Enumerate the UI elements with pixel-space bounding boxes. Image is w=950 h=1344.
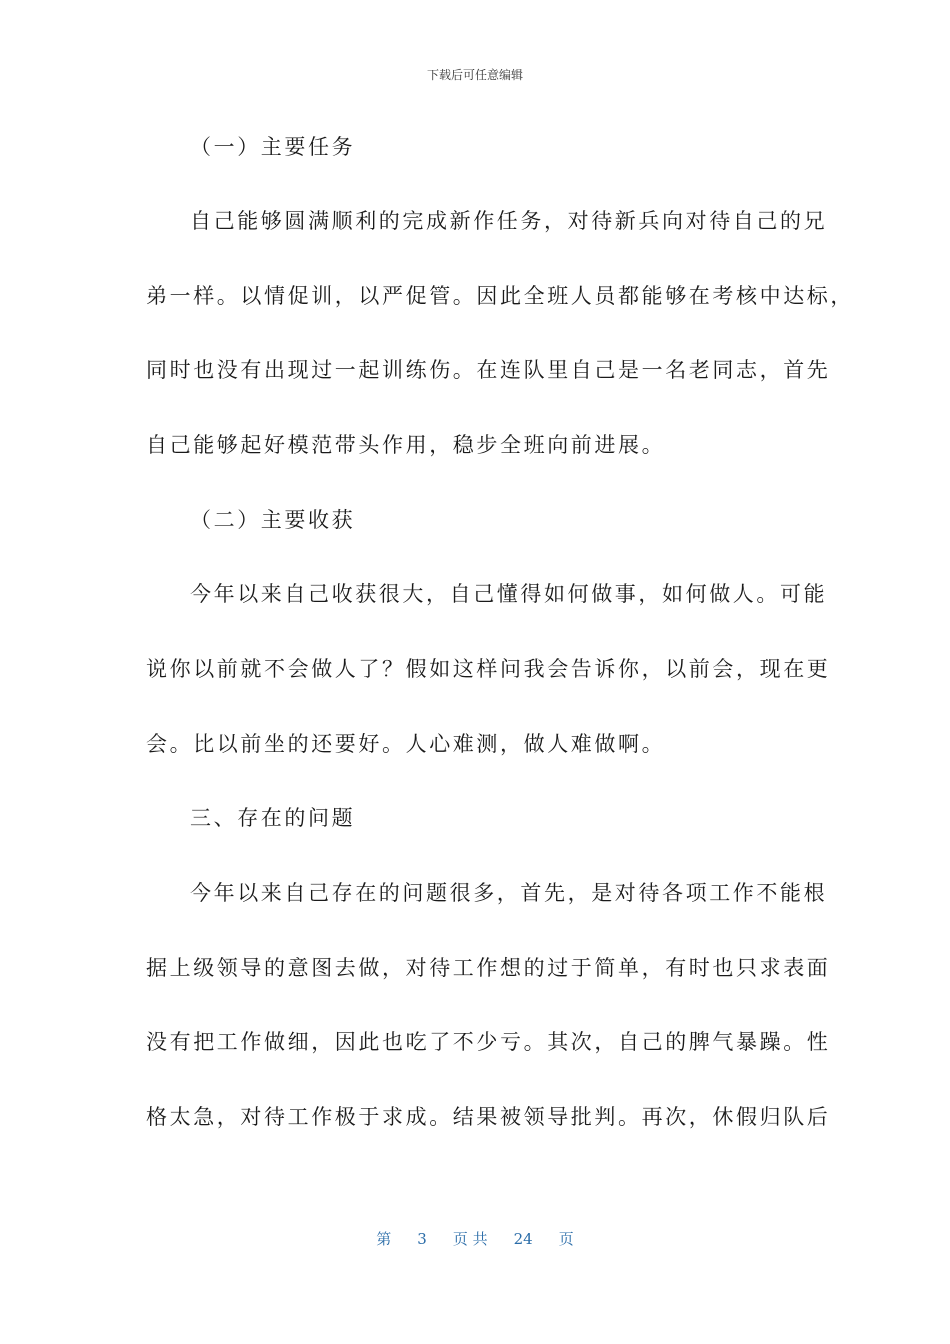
page-footer [0, 1228, 950, 1249]
paragraph-line: 说你以前就不会做人了？假如这样问我会告诉你，以前会，现在更 [146, 657, 831, 681]
paragraph-line: 自己能够起好模范带头作用，稳步全班向前进展。 [146, 433, 666, 457]
section-heading-main-gains: （二）主要收获 [190, 508, 356, 532]
paragraph-line: 会。比以前坐的还要好。人心难测，做人难做啊。 [146, 732, 666, 756]
paragraph-line: 自己能够圆满顺利的完成新作任务，对待新兵向对待自己的兄 [190, 209, 828, 233]
page-current: 3 [417, 1230, 427, 1248]
page-middle: 页 共 [452, 1230, 488, 1248]
page-prefix: 第 [376, 1230, 392, 1248]
paragraph-line: 据上级领导的意图去做，对待工作想的过于简单，有时也只求表面 [146, 956, 831, 980]
section-heading-problems: 三、存在的问题 [190, 806, 356, 830]
paragraph-line: 没有把工作做细，因此也吃了不少亏。其次，自己的脾气暴躁。性 [146, 1030, 831, 1054]
download-note: 下载后可任意编辑 [426, 68, 523, 82]
paragraph-line: 同时也没有出现过一起训练伤。在连队里自己是一名老同志，首先 [146, 358, 831, 382]
paragraph-line: 弟一样。以情促训，以严促管。因此全班人员都能够在考核中达标， [146, 284, 854, 308]
section-heading-main-tasks: （一）主要任务 [190, 135, 356, 159]
paragraph-line: 格太急，对待工作极于求成。结果被领导批判。再次，休假归队后 [146, 1105, 831, 1129]
paragraph-line: 今年以来自己收获很大，自己懂得如何做事，如何做人。可能 [190, 582, 828, 606]
paragraph-line: 今年以来自己存在的问题很多，首先，是对待各项工作不能根 [190, 881, 828, 905]
page-suffix: 页 [558, 1230, 574, 1248]
page-total: 24 [513, 1230, 533, 1248]
